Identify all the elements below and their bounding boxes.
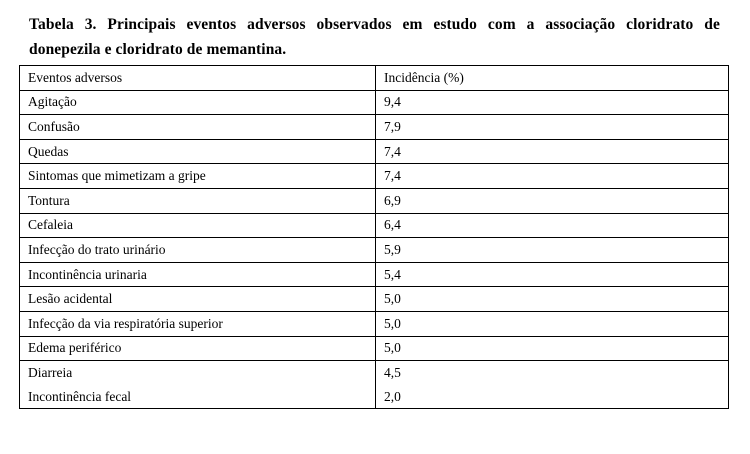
caption-line-2: donepezila e cloridrato de memantina. xyxy=(29,41,287,58)
table-row xyxy=(20,287,729,312)
event-name-cell: Infecção da via respiratória superior xyxy=(20,311,376,336)
caption-line-1: Tabela 3. Principais eventos adversos observados em estudo com a associação cloridrato de xyxy=(29,16,720,33)
table-row xyxy=(20,188,729,213)
incidence-cell: 5,4 xyxy=(376,262,729,287)
incidence-cell: 7,4 xyxy=(376,164,729,189)
event-name-cell: Lesão acidental xyxy=(20,287,376,312)
event-name-cell: Sintomas que mimetizam a gripe xyxy=(20,164,376,189)
incidence-cell: 6,4 xyxy=(376,213,729,238)
incidence-cell: 2,0 xyxy=(376,385,729,409)
incidence-cell: 5,9 xyxy=(376,238,729,263)
event-name-cell: Agitação xyxy=(20,90,376,115)
table-row xyxy=(20,336,729,361)
event-name-cell: Quedas xyxy=(20,139,376,164)
incidence-cell: 5,0 xyxy=(376,336,729,361)
table-row xyxy=(20,164,729,189)
event-name-cell: Diarreia xyxy=(20,361,376,385)
event-name-cell: Confusão xyxy=(20,115,376,140)
header-incidencia: Incidência (%) xyxy=(376,66,729,91)
table-row xyxy=(20,139,729,164)
event-name-cell: Incontinência urinaria xyxy=(20,262,376,287)
table-row xyxy=(20,361,729,385)
event-name-cell: Incontinência fecal xyxy=(20,385,376,409)
incidence-cell: 5,0 xyxy=(376,311,729,336)
table-row xyxy=(20,90,729,115)
event-name-cell: Edema periférico xyxy=(20,336,376,361)
table-row xyxy=(20,238,729,263)
table-row xyxy=(20,115,729,140)
incidence-cell: 7,9 xyxy=(376,115,729,140)
event-name-cell: Cefaleia xyxy=(20,213,376,238)
incidence-cell: 7,4 xyxy=(376,139,729,164)
incidence-cell: 4,5 xyxy=(376,361,729,385)
table-row xyxy=(20,311,729,336)
incidence-cell: 9,4 xyxy=(376,90,729,115)
table-row xyxy=(20,213,729,238)
adverse-events-table xyxy=(19,65,729,409)
incidence-cell: 5,0 xyxy=(376,287,729,312)
table-header-row xyxy=(20,66,729,91)
event-name-cell: Infecção do trato urinário xyxy=(20,238,376,263)
table-caption xyxy=(29,12,720,62)
header-eventos-adversos: Eventos adversos xyxy=(20,66,376,91)
event-name-cell: Tontura xyxy=(20,188,376,213)
table-row xyxy=(20,385,729,409)
table-row xyxy=(20,262,729,287)
incidence-cell: 6,9 xyxy=(376,188,729,213)
